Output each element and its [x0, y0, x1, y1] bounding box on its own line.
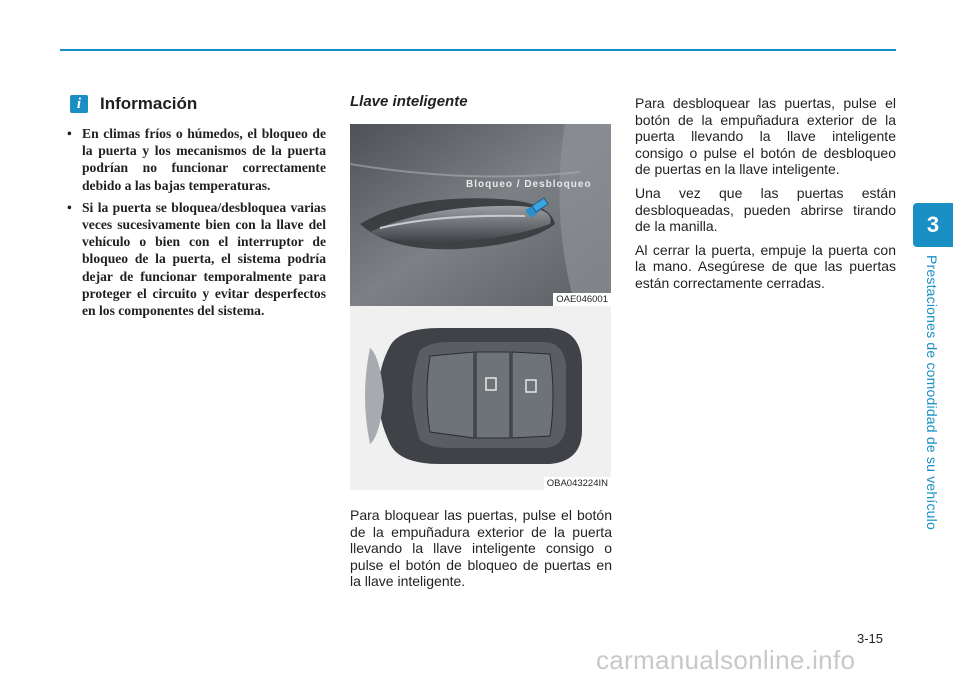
unlocked-paragraph: Una vez que las puertas están desbloqueadas, pueden abrirse tirando de la manilla. — [635, 184, 896, 235]
chapter-title: Prestaciones de comodidad de su vehículo — [924, 255, 940, 530]
info-title: Información — [100, 94, 198, 113]
unlock-column — [635, 95, 896, 299]
door-handle-photo — [350, 124, 611, 306]
unlock-paragraph: Para desbloquear las puertas, pulse el botón de la empuñadura exterior de la puerta llevando la llave inteligente consigo o pulse el botón de desbloqueo de puertas en la llave inteligente. — [635, 95, 896, 178]
info-icon: i — [70, 95, 88, 113]
close-door-paragraph: Al cerrar la puerta, empuje la puerta con la mano. Asegúrese de que las puertas están correctamente cerradas. — [635, 241, 896, 291]
lock-unlock-label: Bloqueo / Desbloqueo — [466, 179, 592, 190]
figure1-caption: OAE046001 — [553, 293, 611, 306]
info-list — [66, 125, 326, 324]
chapter-side-title — [920, 255, 944, 535]
figure2-caption: OBA043224IN — [544, 477, 611, 490]
door-handle-illustration — [350, 124, 611, 306]
section-title: Llave inteligente — [350, 93, 468, 110]
smart-key-illustration — [350, 306, 611, 490]
page-number: 3-15 — [857, 631, 884, 646]
info-item: • En climas fríos o húmedos, el bloqueo de la puerta y los mecanismos de la puerta podrían no funcionar correctamente debido a las bajas temperaturas. — [66, 125, 326, 194]
chapter-number: 3 — [926, 212, 940, 237]
info-heading — [70, 94, 197, 114]
header-rule — [60, 49, 896, 51]
lock-paragraph: Para bloquear las puertas, pulse el botón de la empuñadura exterior de la puerta llevando la llave inteligente consigo o pulse el botón de bloqueo de puertas en la llave inteligente. — [350, 507, 612, 590]
info-item: • Si la puerta se bloquea/desbloquea varias veces sucesivamente bien con la llave del vehículo o bien con el interruptor de bloqueo de la puerta, el sistema podría dejar de funcionar temporalmente para proteger el circuito y evitar desperfectos en los componentes del sistema. — [66, 199, 326, 319]
watermark: carmanualsonline.info — [596, 645, 856, 675]
smart-key-photo — [350, 306, 611, 490]
chapter-tab — [913, 203, 953, 247]
